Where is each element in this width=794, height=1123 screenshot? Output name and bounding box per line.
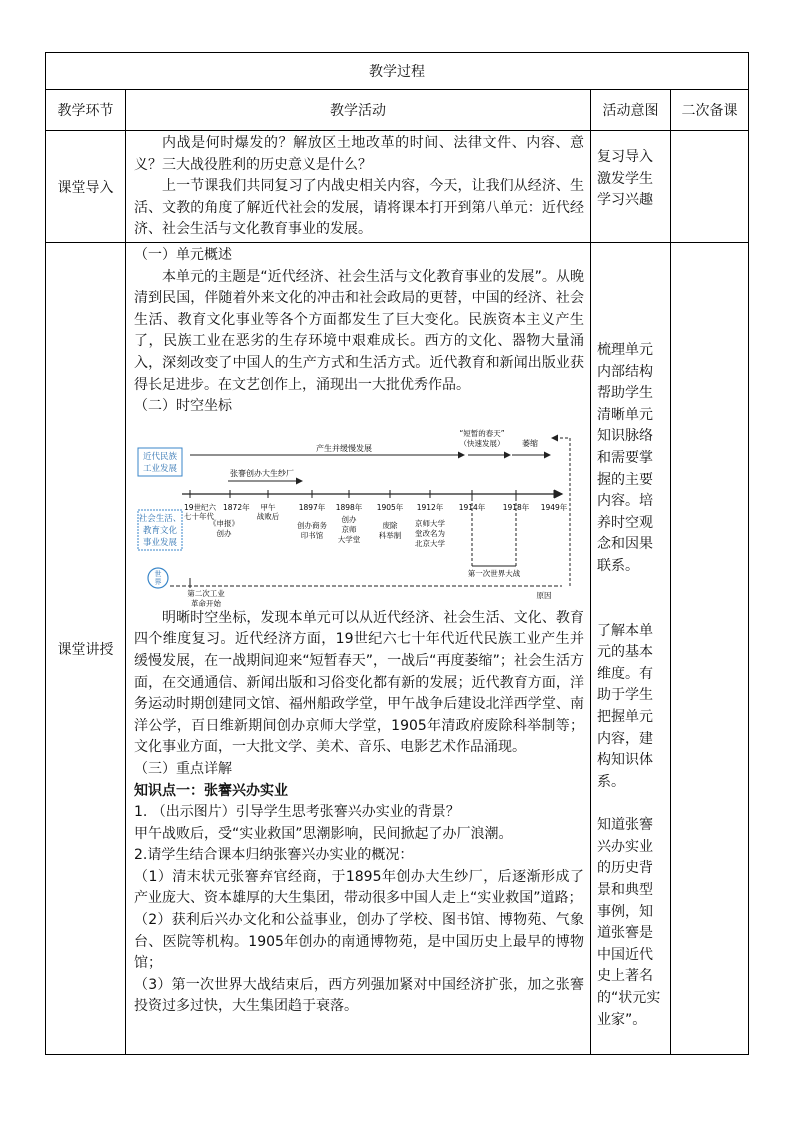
tick-label: 19世纪六 [184, 502, 217, 512]
event-label: 北京大学 [415, 538, 445, 548]
tick-label: 1912年 [416, 502, 444, 512]
stage-lecture: 课堂讲授 [46, 243, 126, 1055]
social-label-3: 事业发展 [142, 537, 178, 548]
lecture-intent [591, 243, 671, 1055]
intro-intent [591, 131, 671, 243]
timeline-summary-text: 明晰时空坐标，发现本单元可以从近代经济、社会生活、文化、教育四个维度复习。近代经济方面，19世纪六七十年代近代民族工业产生并缓慢发展，在一战期间迎来“短暂春天”，一战后“再度萎缩”；社会生活方面，在交通通信、新闻出版和习俗变化都有新的发展；近代教育方面，洋务运动时期创建同文馆、福州船政学堂，甲午战争后建设北洋西学堂、南洋公学，百日维新期间创办京师大学堂，1905年清政府废除科举制等；文化事业方面，一大批文学、美术、音乐、电影艺术作品涌现。 [134, 609, 584, 756]
header-intent: 活动意图 [591, 90, 671, 131]
industry-label-2: 工业发展 [142, 463, 178, 474]
list-item: （2）获利后兴办文化和公益事业，创办了学校、图书馆、博物苑、气象台、医院等机构。1905年创办的南通博物苑，是中国历史上最早的博物馆； [134, 912, 584, 972]
event-label: 创办商务 [297, 520, 327, 530]
lecture-activity [126, 243, 591, 1055]
zhangjian-label: 张謇创办大生纱厂 [230, 468, 294, 478]
intent-zhangjian: 知道张謇兴办实业的历史背景和典型事例，知道张謇是中国近代史上著名的“状元实业家”。 [597, 817, 661, 1028]
ww1-label: 第一次世界大战 [467, 568, 521, 578]
reason-label: 原因 [536, 590, 552, 600]
span-label-spring-2: （快速发展） [459, 438, 505, 448]
table-title: 教学过程 [46, 53, 749, 90]
tick-label: 七十年代 [184, 511, 214, 521]
tick-label: 1914年 [458, 502, 486, 512]
world-event: 第二次工业 [187, 588, 225, 598]
event-label: 科举制 [378, 530, 402, 540]
question-1: 1. （出示图片）引导学生思考张謇兴办实业的背景？ [134, 804, 460, 821]
tick-label: 1898年 [335, 502, 363, 512]
tick-label: 1918年 [502, 502, 530, 512]
reason-arrow [552, 438, 570, 586]
event-label: 创办 [216, 528, 232, 538]
span-label-spring-1: “短暂的春天” [459, 428, 505, 438]
world-event: 革命开始 [191, 598, 221, 608]
world-label-1: 世 [154, 569, 162, 578]
answer-1: 甲午战败后，受“实业救国”思潮影响，民间掀起了办厂浪潮。 [134, 825, 513, 842]
tick-label: 1905年 [376, 502, 404, 512]
intro-second-prep [671, 131, 749, 243]
intro-intent-text: 复习导入激发学生学习兴趣 [597, 149, 653, 209]
social-label-1: 社会生活、 [138, 513, 182, 524]
event-label: 京师大学 [415, 518, 445, 528]
header-activity: 教学活动 [126, 90, 591, 131]
event-label: 印书馆 [300, 530, 324, 540]
event-label: 《申报》 [209, 518, 239, 528]
list-item: （1）清末状元张謇弃官经商，于1895年创办大生纱厂，后逐渐形成了产业庞大、资本雄厚的大生集团，带动很多中国人走上“实业救国”道路； [134, 868, 584, 907]
tick-label: 甲午 [260, 502, 276, 512]
stage-intro: 课堂导入 [46, 131, 126, 243]
intro-activity [126, 131, 591, 243]
question-2: 2.请学生结合课本归纳张謇兴办实业的概况： [134, 847, 414, 864]
lesson-process-table [45, 52, 749, 1055]
section-title: （三）重点详解 [134, 760, 232, 777]
timeline-diagram [134, 418, 584, 608]
span-label-develop: 产生并缓慢发展 [316, 443, 372, 453]
section-title: （二）时空坐标 [134, 398, 232, 415]
event-label: 大学堂 [337, 534, 361, 544]
span-label-decline: 萎缩 [522, 438, 538, 448]
knowledge-point-title: 知识点一：张謇兴办实业 [134, 782, 288, 799]
unit-overview-text: 本单元的主题是“近代经济、社会生活与文化教育事业的发展”。从晚清到民国，伴随着外来文化的冲击和社会政局的更替，中国的经济、社会生活、教育文化事业等各个方面都发生了巨大变化。民族资本主义产生了，民族工业在恶劣的生存环境中艰难成长。西方的文化、器物大量涌入，深刻改变了中国人的生产方式和生活方式。近代教育和新闻出版业获得长足进步。在文艺创作上，涌现出一大批优秀作品。 [134, 268, 584, 393]
header-stage: 教学环节 [46, 90, 126, 131]
intro-paragraph: 内战是何时爆发的？解放区土地改革的时间、法律文件、内容、意义？三大战役胜利的历史意义是什么？ [134, 135, 584, 173]
lecture-second-prep [671, 243, 749, 1055]
event-label: 京师 [341, 524, 357, 534]
tick-label: 战败后 [256, 511, 280, 521]
tick-label: 1949年 [540, 502, 568, 512]
world-label-2: 界 [154, 577, 162, 586]
event-label: 创办 [341, 514, 357, 524]
social-label-2: 教育文化 [142, 525, 178, 536]
event-label: 废除 [382, 520, 398, 530]
intro-paragraph: 上一节课我们共同复习了内战史相关内容，今天，让我们从经济、生活、文教的角度了解近代社会的发展，请将课本打开到第八单元：近代经济、社会生活与文化教育事业的发展。 [134, 178, 584, 238]
header-second-prep: 二次备课 [671, 90, 749, 131]
intent-dimensions: 了解本单元的基本维度。有助于学生把握单元内容，建构知识体系。 [597, 622, 653, 790]
event-label: 堂改名为 [415, 528, 445, 538]
list-item: （3）第一次世界大战结束后，西方列强加紧对中国经济扩张，加之张謇投资过多过快，大生集团趋于衰落。 [134, 976, 584, 1015]
timeline-svg [134, 418, 582, 608]
tick-label: 1872年 [223, 502, 250, 512]
industry-label-1: 近代民族 [142, 451, 178, 462]
section-title: （一）单元概述 [134, 247, 232, 263]
intent-structure: 梳理单元内部结构帮助学生清晰单元知识脉络和需要掌握的主要内容。培养时空观念和因果联系。 [597, 342, 653, 574]
tick-label: 1897年 [298, 502, 326, 512]
